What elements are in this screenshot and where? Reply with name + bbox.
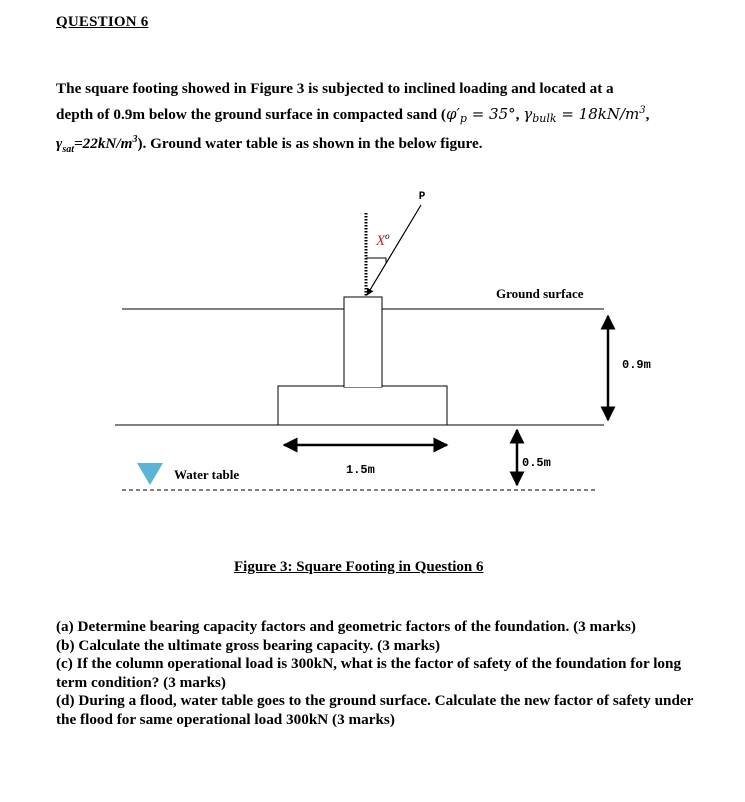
angle-marker [366,258,386,264]
footing-column [344,297,382,387]
question-part-d: (d) During a flood, water table goes to the ground surface. Calculate the new factor of safety under the flood for same operational load 300kN (3 marks) [56,692,694,728]
question-part-b: (b) Calculate the ultimate gross bearing capacity. (3 marks) [56,636,441,654]
statement-line-1: The square footing showed in Figure 3 is subjected to inclined loading and located at a [56,80,614,97]
depth-label: 0.9m [622,358,651,372]
footing-pad [278,386,447,425]
question-parts [56,618,716,729]
water-table-label: Water table [174,467,240,482]
water-depth-label: 0.5m [522,456,551,470]
question-part-a: (a) Determine bearing capacity factors and geometric factors of the foundation. (3 marks) [56,618,636,635]
width-label: 1.5m [346,463,375,477]
statement-line-2: depth of 0.9m below the ground surface in compacted sand ($\varphi'_p = 35^\circ$, $\gamma_{bulk} = 18kN/m^3$, [56,104,650,125]
ground-surface-label: Ground surface [496,286,584,301]
water-table-icon [137,463,163,485]
question-part-c: (c) If the column operational load is 300kN, what is the factor of safety of the foundation for long term condition? (3 marks) [56,655,682,691]
friction-angle: $\varphi'_p = 35^\circ$ [445,104,516,125]
figure-caption: Figure 3: Square Footing in Question 6 [234,559,484,575]
inclined-load-arrow [367,205,421,295]
saturated-unit-weight: $\gamma_{sat}=22kN/m^3$ [56,133,138,156]
angle-label: $X^o$ [376,231,390,249]
question-heading: QUESTION 6 [56,14,149,30]
statement-line-3: $\gamma_{sat}=22kN/m^3$). Ground water table is as shown in the below figure. [56,133,483,156]
bulk-unit-weight: $\gamma_{bulk} = 18kN/m^3$ [523,104,646,125]
load-label: P [418,191,426,203]
